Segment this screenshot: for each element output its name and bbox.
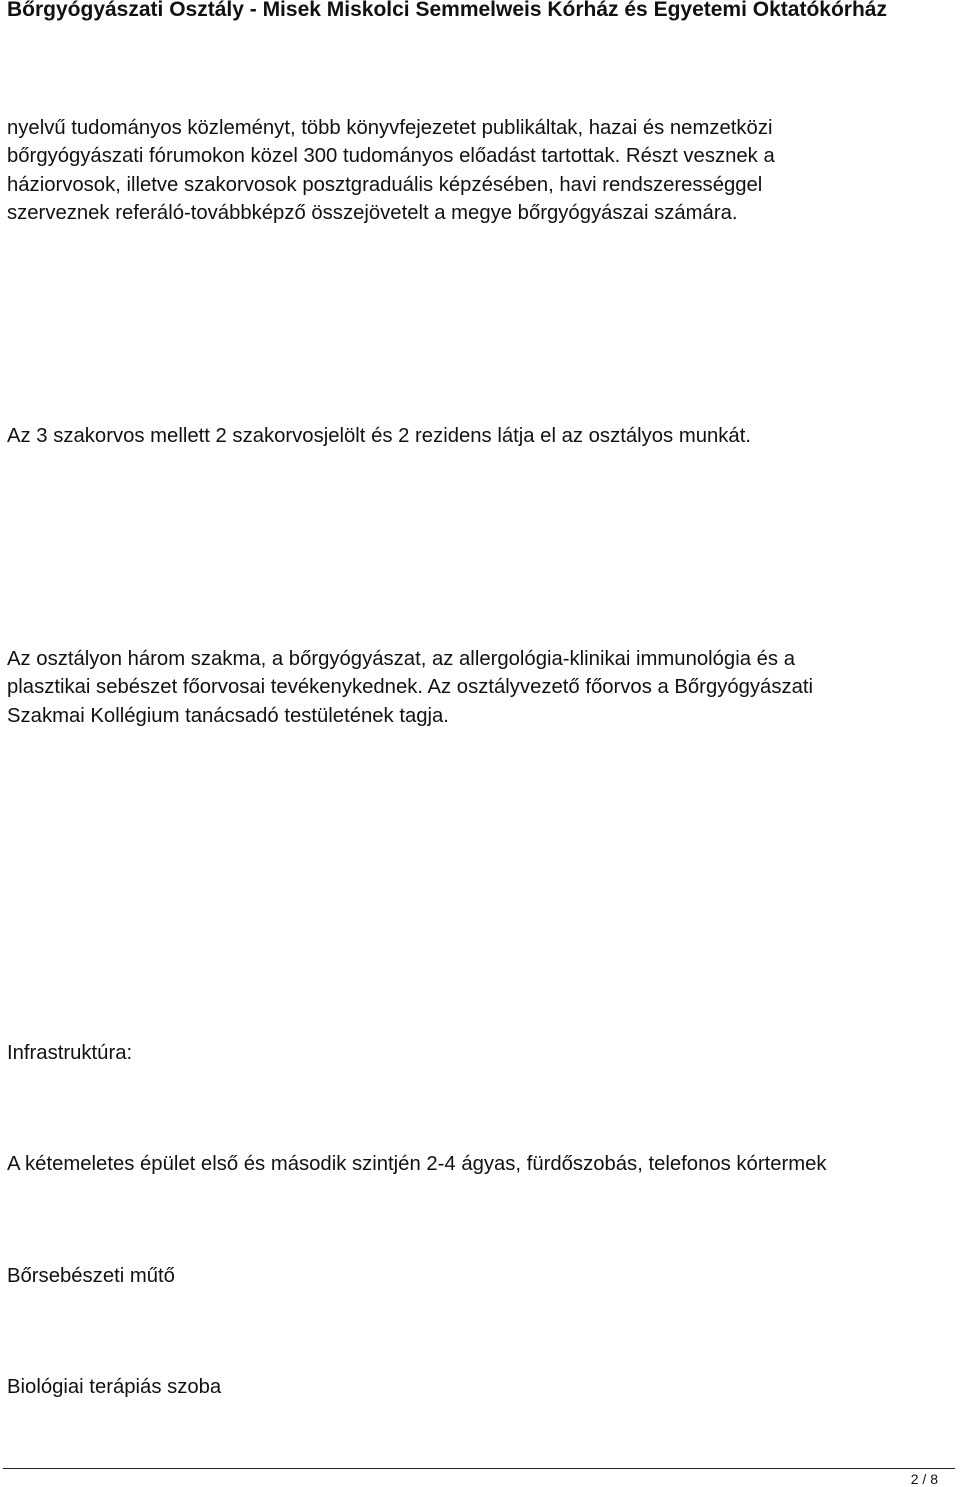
paragraph-staff (7, 422, 942, 450)
paragraph-publications (7, 114, 942, 227)
text-line: Az osztályon három szakma, a bőrgyógyászat, az allergológia-klinikai immunológia és a (7, 648, 795, 670)
text-line: Infrastruktúra: (7, 1042, 133, 1064)
text-line: plasztikai sebészet főorvosai tevékenykednek. Az osztályvezető főorvos a Bőrgyógyászati (7, 676, 814, 699)
page-number: 2 / 8 (910, 1471, 938, 1487)
text-line: bőrgyógyászati fórumokon közel 300 tudományos előadást tartottak. Részt vesznek a (7, 145, 775, 168)
document-header-title: Bőrgyógyászati Osztály - Misek Miskolci Semmelweis Kórház és Egyetemi Oktatókórház (7, 0, 887, 21)
text-line: Szakmai Kollégium tanácsadó testületének tagja. (7, 704, 449, 727)
paragraph-wards (7, 1150, 942, 1178)
text-line: Bőrsebészeti műtő (7, 1265, 175, 1287)
text-line: szerveznek referáló-továbbképző összejövetelt a megye bőrgyógyászai számára. (7, 201, 738, 224)
paragraph-specialties (7, 645, 942, 730)
paragraph-biological-therapy-room (7, 1373, 942, 1401)
text-line: Biológiai terápiás szoba (7, 1376, 222, 1398)
text-line: Az 3 szakorvos mellett 2 szakorvosjelölt és 2 rezidens látja el az osztályos munkát. (7, 425, 751, 447)
text-line: nyelvű tudományos közleményt, több könyvfejezetet publikáltak, hazai és nemzetközi (7, 117, 773, 139)
footer-divider (3, 1468, 955, 1469)
text-line: A kétemeletes épület első és második szintjén 2-4 ágyas, fürdőszobás, telefonos kórtermek (7, 1153, 827, 1175)
paragraph-surgery-room (7, 1262, 942, 1290)
text-line: háziorvosok, illetve szakorvosok posztgraduális képzésében, havi rendszerességgel (7, 173, 763, 196)
section-heading-infrastructure (7, 1039, 942, 1067)
